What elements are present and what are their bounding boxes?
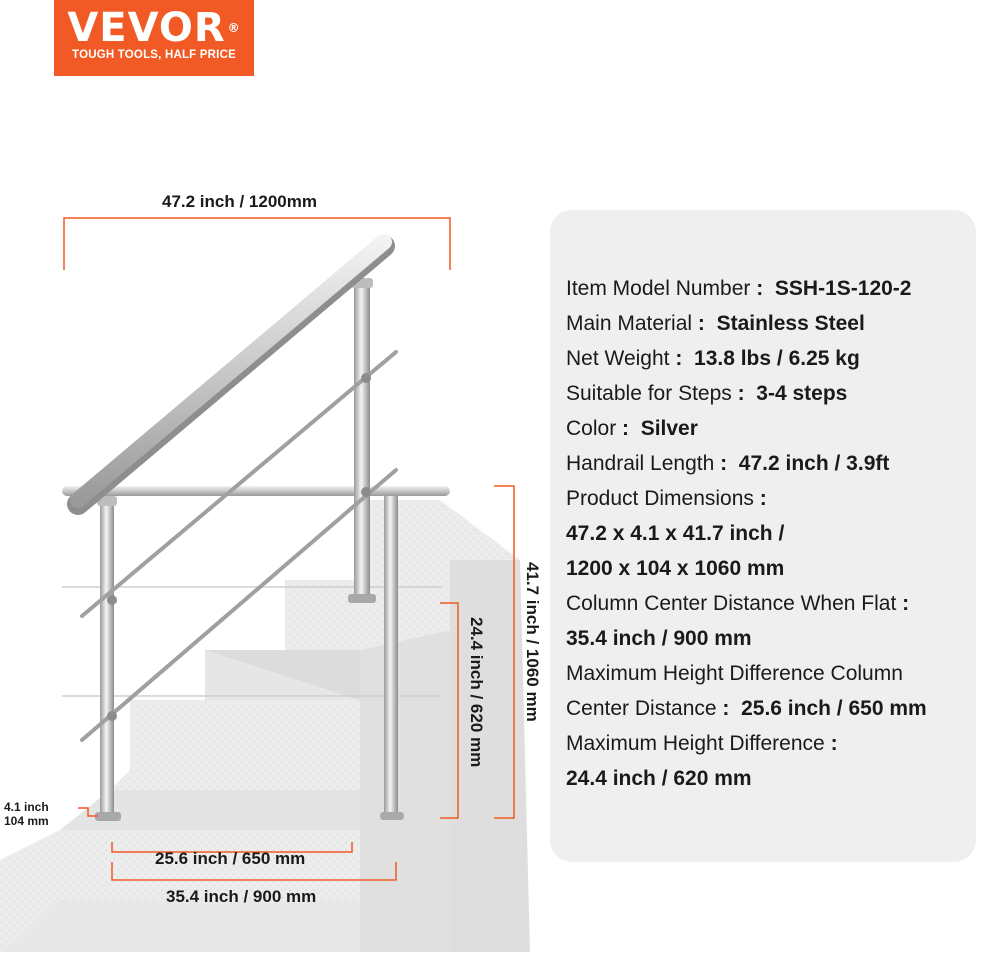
- spec-weight: Net Weight : 13.8 lbs / 6.25 kg: [566, 347, 860, 370]
- spec-max-diff-column-label-1: Maximum Height Difference Column: [566, 662, 903, 685]
- spec-dimensions-value-1: 47.2 x 4.1 x 41.7 inch /: [566, 522, 785, 545]
- dimension-column-distance: 35.4 inch / 900 mm: [166, 887, 317, 906]
- stairs: [0, 500, 530, 952]
- spec-max-diff-label: Maximum Height Difference :: [566, 732, 838, 755]
- spec-model: Item Model Number : SSH-1S-120-2: [566, 277, 912, 300]
- spec-flat-distance-label: Column Center Distance When Flat :: [566, 592, 910, 615]
- spec-flat-distance-value: 35.4 inch / 900 mm: [566, 627, 752, 650]
- spec-steps: Suitable for Steps : 3-4 steps: [566, 382, 848, 405]
- spec-max-diff-value: 24.4 inch / 620 mm: [566, 767, 752, 790]
- spec-handrail-length: Handrail Length : 47.2 inch / 3.9ft: [566, 452, 890, 475]
- dimension-top-width: 47.2 inch / 1200mm: [162, 192, 317, 211]
- dimension-total-height: 41.7 inch / 1060 mm: [523, 562, 542, 722]
- base-width-inch: 4.1 inch: [4, 800, 49, 814]
- dimension-height-difference: 24.4 inch / 620 mm: [467, 617, 486, 768]
- spec-color: Color : Silver: [566, 417, 698, 440]
- logo-tagline: TOUGH TOOLS, HALF PRICE: [72, 49, 236, 61]
- dimension-column-diff-distance: 25.6 inch / 650 mm: [155, 849, 306, 868]
- spec-max-diff-column: Center Distance : 25.6 inch / 650 mm: [566, 697, 927, 720]
- dimension-base-width: [4, 800, 49, 828]
- spec-dimensions-label: Product Dimensions :: [566, 487, 767, 510]
- spec-material: Main Material : Stainless Steel: [566, 312, 865, 335]
- specification-panel: [550, 210, 976, 862]
- spec-dimensions-value-2: 1200 x 104 x 1060 mm: [566, 557, 785, 580]
- base-width-mm: 104 mm: [4, 814, 49, 828]
- logo-brand: VEVOR ®: [67, 5, 241, 51]
